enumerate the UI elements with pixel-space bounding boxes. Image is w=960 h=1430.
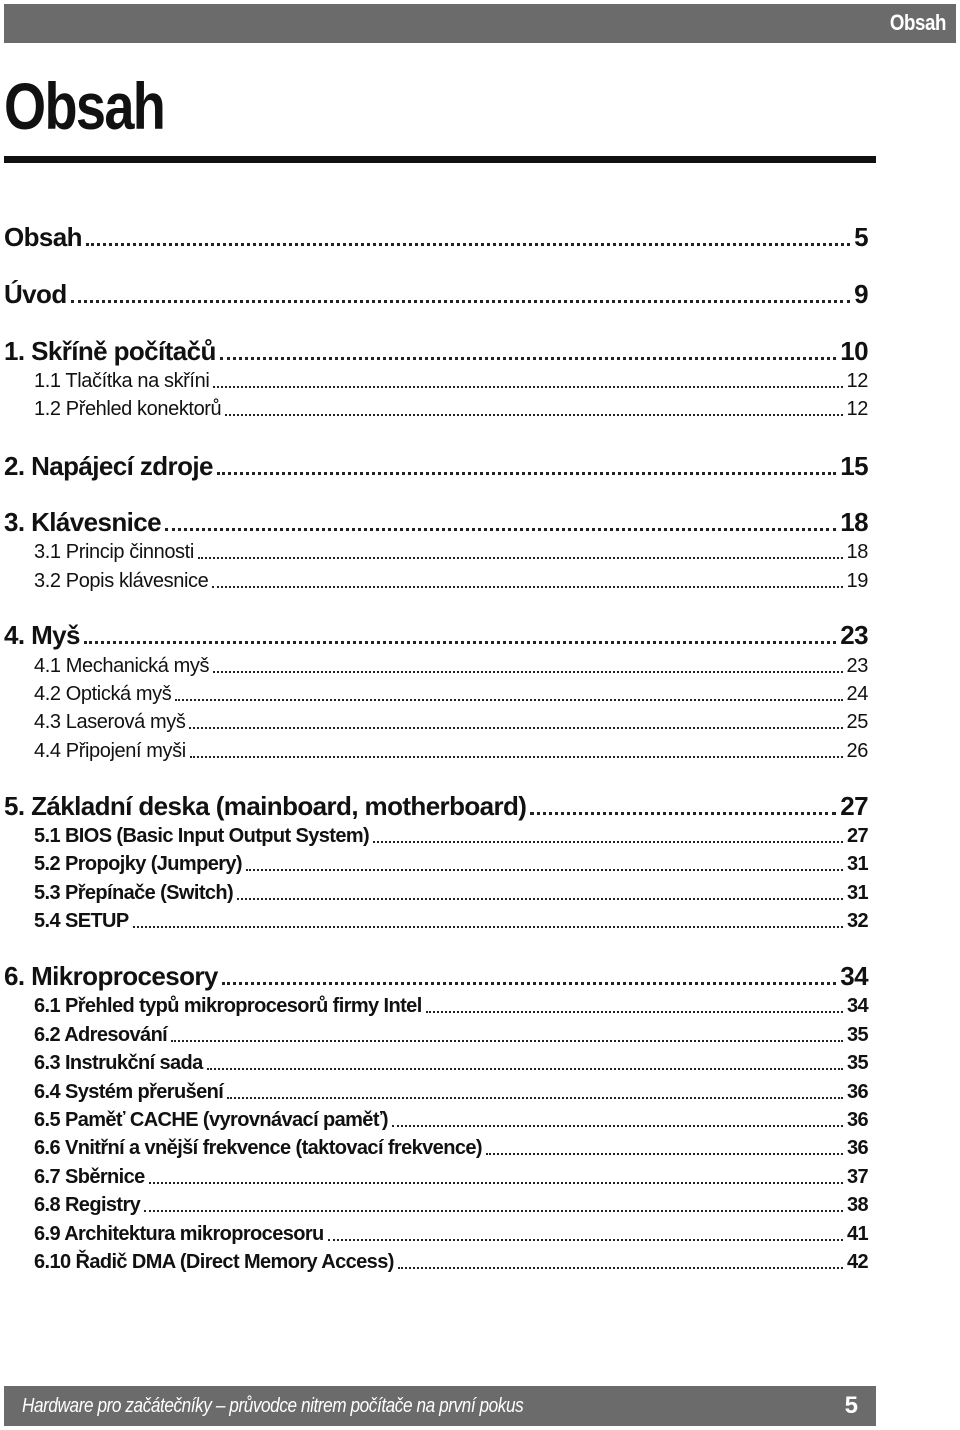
toc-entry-title: 3. Klávesnice <box>4 507 161 537</box>
toc-dot-leader <box>175 699 842 701</box>
toc-entry-page: 31 <box>846 882 868 904</box>
toc-entry-title: 6.10 Řadič DMA (Direct Memory Access) <box>34 1251 394 1273</box>
toc-entry[interactable] <box>4 1081 868 1104</box>
toc-entry-title: 2. Napájecí zdroje <box>4 451 213 481</box>
toc-dot-leader <box>530 812 836 815</box>
toc-entry[interactable] <box>4 541 868 564</box>
toc-entry-page: 36 <box>846 1109 868 1131</box>
toc-dot-leader <box>225 414 842 416</box>
toc-entry-title: 6.2 Adresování <box>34 1024 168 1046</box>
toc-dot-leader <box>392 1125 843 1127</box>
toc-entry-page: 9 <box>854 279 868 309</box>
toc-dot-leader <box>213 671 842 673</box>
toc-entry[interactable] <box>4 570 868 593</box>
toc-entry[interactable] <box>4 910 868 933</box>
toc-dot-leader <box>373 841 843 843</box>
toc-entry-page: 34 <box>846 995 868 1017</box>
toc-dot-leader <box>398 1267 843 1269</box>
toc-entry-title: 5.4 SETUP <box>34 910 129 932</box>
toc-entry-title: 6.1 Přehled typů mikroprocesorů firmy Intel <box>34 995 422 1017</box>
toc-entry-page: 5 <box>854 222 868 252</box>
toc-entry-page: 26 <box>846 740 868 762</box>
toc-entry-page: 25 <box>846 711 868 733</box>
toc-entry-page: 10 <box>840 336 868 366</box>
toc-entry[interactable] <box>4 370 868 393</box>
toc-entry-page: 12 <box>846 370 868 392</box>
toc-entry-page: 23 <box>840 620 868 650</box>
toc-entry-title: 6.4 Systém přerušení <box>34 1081 224 1103</box>
toc-entry-page: 42 <box>846 1251 868 1273</box>
toc-entry-page: 36 <box>846 1081 868 1103</box>
toc-entry-title: 4.2 Optická myš <box>34 683 172 705</box>
toc-dot-leader <box>133 926 843 928</box>
toc-dot-leader <box>227 1097 843 1099</box>
toc-entry[interactable] <box>4 620 868 651</box>
toc-dot-leader <box>246 869 843 871</box>
footer-bar <box>4 1386 876 1426</box>
toc-entry[interactable] <box>4 398 868 421</box>
toc-entry[interactable] <box>4 336 868 367</box>
toc-entry-page: 27 <box>840 791 868 821</box>
toc-entry-title: 1. Skříně počítačů <box>4 336 216 366</box>
page-title: Obsah <box>4 69 165 143</box>
toc-dot-leader <box>207 1068 843 1070</box>
toc-entry-title: 5.3 Přepínače (Switch) <box>34 882 234 904</box>
toc-entry-title: 6.5 Paměť CACHE (vyrovnávací paměť) <box>34 1109 388 1131</box>
toc-dot-leader <box>71 300 851 303</box>
footer-page-number: 5 <box>844 1392 858 1419</box>
toc-entry[interactable] <box>4 655 868 678</box>
toc-entry-page: 32 <box>846 910 868 932</box>
toc-entry-page: 18 <box>846 541 868 563</box>
toc-entry-title: 4. Myš <box>4 620 80 650</box>
toc-entry[interactable] <box>4 882 868 905</box>
toc-entry-title: 6.6 Vnitřní a vnější frekvence (taktovací frekvence) <box>34 1137 482 1159</box>
toc-dot-leader <box>189 727 842 729</box>
toc-entry[interactable] <box>4 451 868 482</box>
toc-dot-leader <box>237 898 843 900</box>
toc-entry-page: 41 <box>846 1223 868 1245</box>
toc-entry-title: 6.8 Registry <box>34 1194 141 1216</box>
toc-dot-leader <box>426 1011 843 1013</box>
toc-entry-page: 12 <box>846 398 868 420</box>
toc-entry[interactable] <box>4 1137 868 1160</box>
toc-entry[interactable] <box>4 961 868 992</box>
toc-entry[interactable] <box>4 1109 868 1132</box>
toc-dot-leader <box>190 756 843 758</box>
toc-entry-title: Úvod <box>4 279 67 309</box>
toc-entry-page: 35 <box>846 1052 868 1074</box>
toc-entry[interactable] <box>4 279 868 310</box>
toc-entry[interactable] <box>4 825 868 848</box>
toc-entry[interactable] <box>4 507 868 538</box>
toc-dot-leader <box>486 1153 843 1155</box>
toc-dot-leader <box>144 1210 843 1212</box>
toc-entry-page: 15 <box>840 451 868 481</box>
toc-entry-title: 6. Mikroprocesory <box>4 961 218 991</box>
toc-entry[interactable] <box>4 683 868 706</box>
toc-entry[interactable] <box>4 791 868 822</box>
toc-entry-title: 1.2 Přehled konektorů <box>34 398 222 420</box>
toc-entry-title: 4.4 Připojení myši <box>34 740 186 762</box>
toc-entry-page: 34 <box>840 961 868 991</box>
toc-dot-leader <box>171 1040 843 1042</box>
toc-entry-title: 1.1 Tlačítka na skříni <box>34 370 210 392</box>
toc-entry[interactable] <box>4 1024 868 1047</box>
toc-dot-leader <box>84 641 836 644</box>
toc-dot-leader <box>86 243 850 246</box>
toc-entry[interactable] <box>4 995 868 1018</box>
toc-entry-title: 6.7 Sběrnice <box>34 1166 145 1188</box>
toc-dot-leader <box>165 528 836 531</box>
toc-dot-leader <box>198 557 843 559</box>
toc-entry-page: 27 <box>846 825 868 847</box>
toc-entry-title: 5. Základní deska (mainboard, motherboard) <box>4 791 527 821</box>
toc-dot-leader <box>149 1182 843 1184</box>
toc-entry-title: 5.2 Propojky (Jumpery) <box>34 853 242 875</box>
header-bar <box>4 4 956 43</box>
toc-entry-page: 35 <box>846 1024 868 1046</box>
toc-entry-title: 6.9 Architektura mikroprocesoru <box>34 1223 324 1245</box>
toc-entry-page: 31 <box>846 853 868 875</box>
toc-entry-title: 6.3 Instrukční sada <box>34 1052 203 1074</box>
toc-entry-title: 3.1 Princip činnosti <box>34 541 194 563</box>
toc-entry[interactable] <box>4 853 868 876</box>
toc-dot-leader <box>217 472 836 475</box>
toc-entry-page: 36 <box>846 1137 868 1159</box>
footer-book-title: Hardware pro začátečníky – průvodce nitrem počítače na první pokus <box>22 1395 524 1417</box>
toc-entry-title: Obsah <box>4 222 82 252</box>
toc-entry[interactable] <box>4 740 868 763</box>
toc-entry[interactable] <box>4 1194 868 1217</box>
toc-entry[interactable] <box>4 1052 868 1075</box>
toc-entry-page: 37 <box>846 1166 868 1188</box>
toc-entry-title: 3.2 Popis klávesnice <box>34 570 209 592</box>
toc-entry[interactable] <box>4 222 868 253</box>
toc-entry-page: 38 <box>846 1194 868 1216</box>
toc-entry[interactable] <box>4 1223 868 1246</box>
toc-entry[interactable] <box>4 1251 868 1274</box>
toc-entry[interactable] <box>4 711 868 734</box>
toc-entry-title: 5.1 BIOS (Basic Input Output System) <box>34 825 370 847</box>
toc-entry-page: 24 <box>846 683 868 705</box>
title-divider <box>4 156 876 163</box>
toc-dot-leader <box>212 586 842 588</box>
toc-dot-leader <box>328 1239 843 1241</box>
toc-dot-leader <box>222 982 836 985</box>
toc-dot-leader <box>213 386 842 388</box>
header-section-label: Obsah <box>889 10 946 35</box>
toc-entry[interactable] <box>4 1166 868 1189</box>
toc-entry-title: 4.1 Mechanická myš <box>34 655 210 677</box>
toc-dot-leader <box>220 357 837 360</box>
toc-entry-page: 18 <box>840 507 868 537</box>
toc-entry-title: 4.3 Laserová myš <box>34 711 186 733</box>
toc-entry-page: 23 <box>846 655 868 677</box>
toc-entry-page: 19 <box>846 570 868 592</box>
